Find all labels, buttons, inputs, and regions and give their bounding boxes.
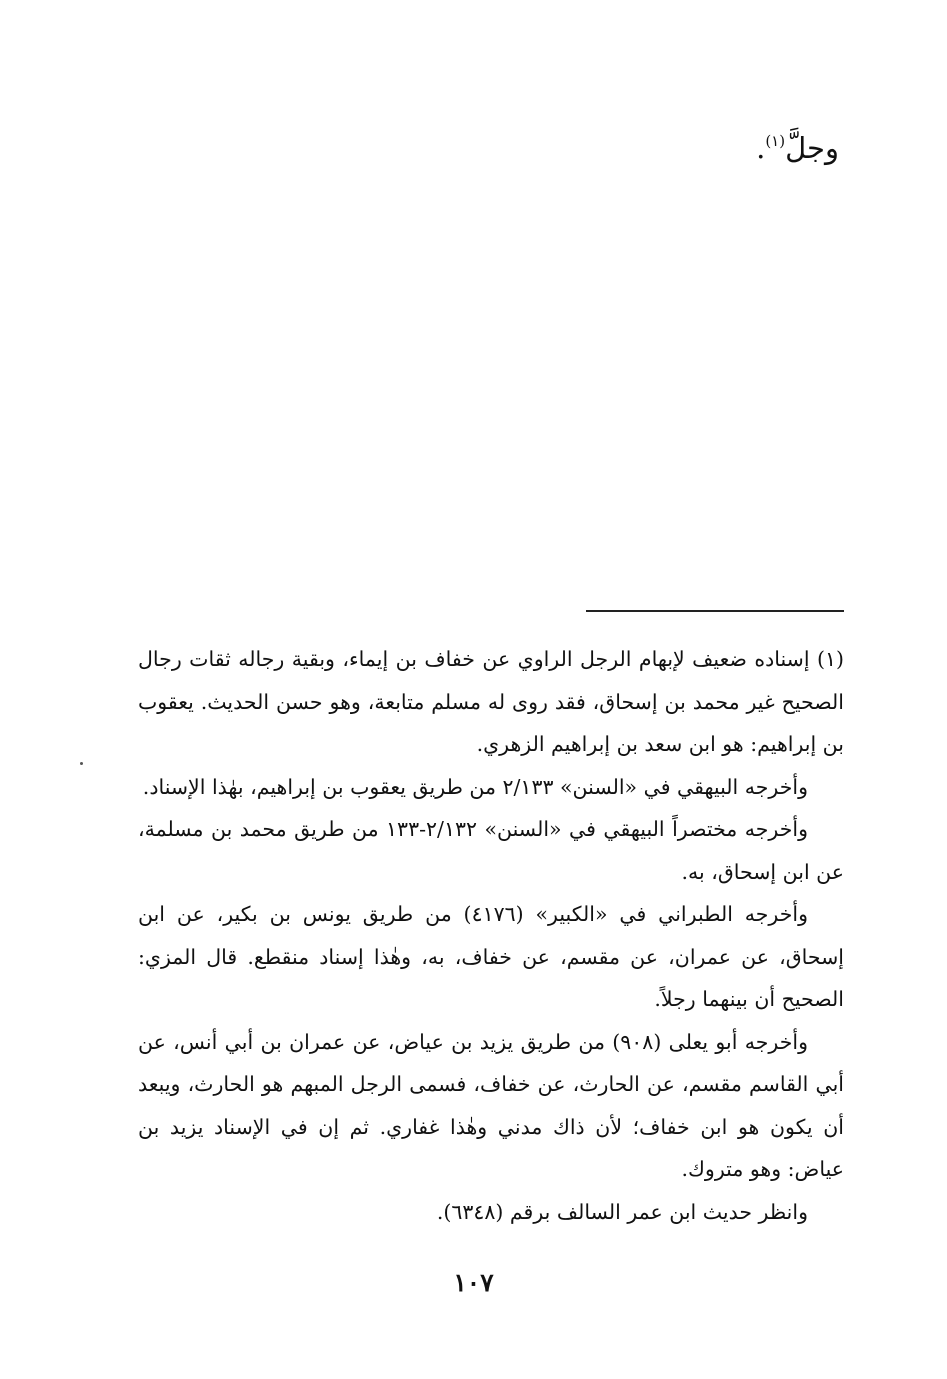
footnote-paragraph: (١) إسناده ضعيف لإبهام الرجل الراوي عن خفاف بن إيماء، وبقية رجاله ثقات رجال الصحيح غير محمد بن إسحاق، فقد روى له مسلم متابعة، وهو حسن الحديث. يعقوب بن إبراهيم: هو ابن سعد بن إبراهيم الزهري.	[138, 647, 844, 756]
main-text-line	[139, 128, 839, 168]
footnote-paragraph: وأخرجه البيهقي في «السنن» ٢/١٣٣ من طريق يعقوب بن إبراهيم، بهٰذا الإسناد.	[142, 774, 808, 799]
footnote-paragraph: وأخرجه مختصراً البيهقي في «السنن» ٢/١٣٢-١٣٣ من طريق محمد بن مسلمة، عن ابن إسحاق، به.	[138, 817, 844, 884]
page-number: ١٠٧	[453, 1268, 494, 1297]
footnote-reference: (١)	[765, 132, 786, 150]
margin-dot	[80, 762, 83, 765]
footnotes-section	[138, 638, 844, 1233]
footnote-paragraph: وأخرجه أبو يعلى (٩٠٨) من طريق يزيد بن عياض، عن عمران بن أبي أنس، عن أبي القاسم مقسم، عن الحارث، عن خفاف، فسمى الرجل المبهم هو الحارث، ويبعد أن يكون هو ابن خفاف؛ لأن ذاك مدني وهٰذا غفاري. ثم إن في الإسناد يزيد بن عياض: وهو متروك.	[138, 1029, 844, 1181]
footnote-paragraph: وانظر حديث ابن عمر السالف برقم (٦٣٤٨).	[436, 1199, 808, 1224]
footnote-paragraph: وأخرجه الطبراني في «الكبير» (٤١٧٦) من طريق يونس بن بكير، عن ابن إسحاق، عن عمران، عن مقسم، عن خفاف، به، وهٰذا إسناد منقطع. قال المزي: الصحيح أن بينهما رجلاً.	[138, 902, 844, 1011]
footnote-separator	[586, 610, 844, 612]
main-text: وجلَّ	[785, 131, 839, 165]
main-text-end-mark: .	[756, 131, 766, 165]
